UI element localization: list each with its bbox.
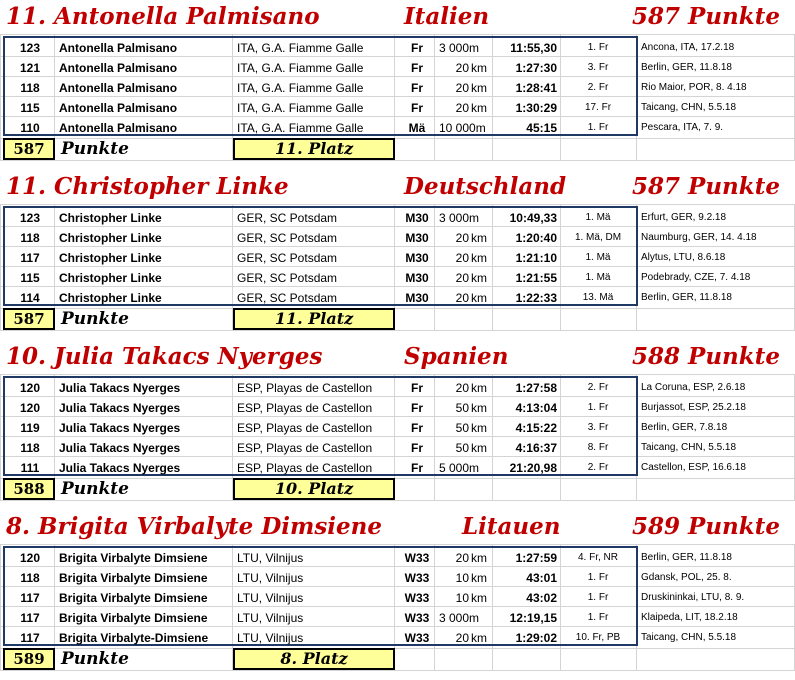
club-cell: GER, SC Potsdam: [237, 211, 338, 225]
gridline: [0, 374, 1, 500]
punkte-label: Punkte: [61, 649, 129, 669]
points-cell: 117: [20, 611, 40, 625]
venue-cell: Burjassot, ESP, 25.2.18: [641, 402, 746, 413]
place-cell: 2. Fr: [587, 382, 609, 393]
results-table: [3, 36, 747, 136]
place-cell: 3. Fr: [587, 62, 609, 73]
venue-cell: Klaipeda, LIT, 18.2.18: [641, 612, 738, 623]
unit-cell: km: [471, 591, 487, 605]
name-cell: Christopher Linke: [59, 271, 162, 285]
points-cell: 120: [19, 381, 41, 395]
points-cell: 115: [20, 101, 40, 115]
place-cell: 2. Fr: [587, 462, 609, 473]
points-cell: 110: [20, 121, 40, 135]
unit-cell: km: [471, 291, 487, 305]
time-cell: 1:30:29: [515, 101, 557, 115]
gridline: [0, 330, 795, 331]
distance-cell: 20: [455, 251, 469, 265]
gridline: [0, 544, 795, 545]
time-cell: 1:22:33: [515, 291, 557, 305]
table-row: [5, 248, 726, 268]
athlete-points: 589 Punkte: [632, 513, 780, 540]
venue-cell: Taicang, CHN, 5.5.18: [641, 442, 737, 453]
table-row: [5, 118, 724, 138]
athlete-country: Spanien: [404, 343, 509, 370]
distance-cell: 3 000m: [439, 611, 480, 625]
category-cell: M30: [405, 231, 429, 245]
unit-cell: km: [471, 421, 487, 435]
total-points-box: 589: [3, 648, 55, 670]
name-cell: Julia Takacs Nyerges: [59, 381, 181, 395]
club-cell: ITA, G.A. Fiamme Galle: [237, 101, 364, 115]
club-cell: GER, SC Potsdam: [237, 271, 338, 285]
athlete-rank-name: 11. Christopher Linke: [6, 173, 289, 200]
club-cell: LTU, Vilnijus: [237, 611, 304, 625]
category-cell: W33: [404, 571, 430, 585]
gridline: [0, 500, 795, 501]
block-header: [0, 170, 795, 204]
points-cell: 123: [19, 211, 41, 225]
place-cell: 1. Fr: [587, 572, 609, 583]
venue-cell: Alytus, LTU, 8.6.18: [641, 252, 726, 263]
venue-cell: Castellon, ESP, 16.6.18: [641, 462, 746, 473]
result-grid: [0, 544, 795, 670]
points-cell: 123: [19, 41, 41, 55]
distance-cell: 50: [455, 421, 469, 435]
gridline: [0, 34, 795, 35]
place-cell: 8. Fr: [587, 442, 609, 453]
unit-cell: km: [471, 231, 487, 245]
distance-cell: 20: [455, 381, 469, 395]
summary-row: [3, 478, 638, 500]
club-cell: LTU, Vilnijus: [237, 571, 304, 585]
place-cell: 1. Fr: [587, 612, 609, 623]
venue-cell: Pescara, ITA, 7. 9.: [641, 122, 724, 133]
table-row: [5, 438, 737, 458]
time-cell: 1:21:55: [515, 271, 557, 285]
table-row: [5, 208, 727, 228]
placement-box: 10. Platz: [233, 478, 395, 500]
club-cell: ITA, G.A. Fiamme Galle: [237, 41, 364, 55]
gridline: [0, 670, 795, 671]
points-cell: 114: [20, 291, 40, 305]
athlete-points: 588 Punkte: [632, 343, 780, 370]
name-cell: Brigita Virbalyte Dimsiene: [59, 551, 208, 565]
block-header: [0, 510, 795, 544]
gridline: [0, 160, 795, 161]
club-cell: ITA, G.A. Fiamme Galle: [237, 121, 364, 135]
venue-cell: Druskininkai, LTU, 8. 9.: [641, 592, 745, 603]
name-cell: Brigita Virbalyte-Dimsiene: [59, 631, 209, 645]
venue-cell: Gdansk, POL, 25. 8.: [641, 572, 732, 583]
distance-cell: 20: [455, 271, 469, 285]
time-cell: 21:20,98: [509, 461, 557, 475]
time-cell: 43:01: [526, 571, 557, 585]
unit-cell: km: [471, 81, 487, 95]
athlete-block-4: [0, 510, 795, 680]
category-cell: M30: [405, 291, 429, 305]
table-row: [5, 608, 738, 628]
place-cell: 17. Fr: [584, 102, 612, 113]
athlete-country: Deutschland: [404, 173, 567, 200]
placement-box: 11. Platz: [233, 138, 395, 160]
points-cell: 120: [19, 551, 41, 565]
venue-cell: Taicang, CHN, 5.5.18: [641, 632, 737, 643]
time-cell: 1:28:41: [515, 81, 557, 95]
points-cell: 115: [20, 271, 40, 285]
table-row: [5, 568, 732, 588]
category-cell: Fr: [411, 81, 423, 95]
name-cell: Brigita Virbalyte Dimsiene: [59, 591, 208, 605]
points-cell: 117: [20, 631, 40, 645]
time-cell: 10:49,33: [509, 211, 557, 225]
unit-cell: km: [471, 381, 487, 395]
unit-cell: km: [471, 271, 487, 285]
venue-cell: Ancona, ITA, 17.2.18: [641, 42, 735, 53]
athlete-points: 587 Punkte: [632, 173, 780, 200]
category-cell: M30: [405, 271, 429, 285]
name-cell: Antonella Palmisano: [59, 81, 178, 95]
punkte-label: Punkte: [61, 309, 129, 329]
name-cell: Christopher Linke: [59, 291, 162, 305]
venue-cell: Berlin, GER, 11.8.18: [641, 62, 732, 73]
block-header: [0, 340, 795, 374]
name-cell: Julia Takacs Nyerges: [59, 441, 181, 455]
club-cell: GER, SC Potsdam: [237, 231, 338, 245]
venue-cell: Taicang, CHN, 5.5.18: [641, 102, 737, 113]
distance-cell: 3 000m: [439, 211, 480, 225]
table-row: [5, 418, 728, 438]
points-cell: 120: [19, 401, 41, 415]
distance-cell: 20: [455, 631, 469, 645]
points-cell: 119: [20, 421, 40, 435]
club-cell: ITA, G.A. Fiamme Galle: [237, 81, 364, 95]
unit-cell: km: [471, 401, 487, 415]
result-grid: [0, 374, 795, 500]
distance-cell: 20: [455, 231, 469, 245]
results-table: [3, 206, 757, 306]
distance-cell: 20: [455, 81, 469, 95]
table-row: [5, 378, 746, 398]
table-row: [5, 458, 746, 478]
place-cell: 1. Fr: [587, 592, 609, 603]
place-cell: 10. Fr, PB: [575, 632, 621, 643]
points-cell: 118: [20, 231, 40, 245]
name-cell: Julia Takacs Nyerges: [59, 421, 181, 435]
table-row: [5, 628, 737, 648]
club-cell: LTU, Vilnijus: [237, 551, 304, 565]
table-row: [5, 58, 732, 78]
club-cell: GER, SC Potsdam: [237, 251, 338, 265]
table-row: [5, 548, 732, 568]
table-row: [5, 38, 735, 58]
category-cell: Fr: [411, 421, 423, 435]
place-cell: 1. Mä: [585, 212, 611, 223]
club-cell: ESP, Playas de Castellon: [237, 421, 373, 435]
name-cell: Brigita Virbalyte Dimsiene: [59, 571, 208, 585]
category-cell: W33: [404, 631, 430, 645]
club-cell: LTU, Vilnijus: [237, 591, 304, 605]
distance-cell: 10: [455, 571, 469, 585]
placement-box: 8. Platz: [233, 648, 395, 670]
name-cell: Antonella Palmisano: [59, 61, 178, 75]
club-cell: ESP, Playas de Castellon: [237, 381, 373, 395]
unit-cell: km: [471, 101, 487, 115]
category-cell: M30: [405, 251, 429, 265]
time-cell: 1:20:40: [515, 231, 557, 245]
venue-cell: Rio Maior, POR, 8. 4.18: [641, 82, 747, 93]
total-points-box: 588: [3, 478, 55, 500]
category-cell: Fr: [411, 441, 423, 455]
table-row: [5, 78, 747, 98]
club-cell: ESP, Playas de Castellon: [237, 461, 373, 475]
summary-row: [3, 308, 638, 330]
category-cell: Fr: [411, 461, 423, 475]
club-cell: LTU, Vilnijus: [237, 631, 304, 645]
gridline: [0, 204, 795, 205]
table-row: [5, 398, 746, 418]
points-cell: 121: [19, 61, 41, 75]
distance-cell: 20: [455, 101, 469, 115]
distance-cell: 20: [455, 291, 469, 305]
points-cell: 111: [20, 461, 40, 475]
block-header: [0, 0, 795, 34]
results-table: [3, 546, 745, 646]
venue-cell: Erfurt, GER, 9.2.18: [641, 212, 727, 223]
results-table: [3, 376, 746, 476]
athlete-country: Italien: [404, 3, 490, 30]
unit-cell: km: [471, 571, 487, 585]
distance-cell: 50: [455, 441, 469, 455]
venue-cell: La Coruna, ESP, 2.6.18: [641, 382, 746, 393]
club-cell: ESP, Playas de Castellon: [237, 441, 373, 455]
venue-cell: Berlin, GER, 7.8.18: [641, 422, 728, 433]
punkte-label: Punkte: [61, 139, 129, 159]
gridline: [0, 544, 1, 670]
category-cell: Fr: [411, 101, 423, 115]
category-cell: Fr: [411, 381, 423, 395]
time-cell: 1:29:02: [515, 631, 557, 645]
place-cell: 1. Fr: [587, 122, 609, 133]
points-cell: 117: [20, 251, 40, 265]
club-cell: GER, SC Potsdam: [237, 291, 338, 305]
table-row: [5, 588, 745, 608]
summary-row: [3, 138, 638, 160]
athlete-block-2: [0, 170, 795, 340]
unit-cell: km: [471, 441, 487, 455]
name-cell: Antonella Palmisano: [59, 121, 178, 135]
unit-cell: km: [471, 631, 487, 645]
place-cell: 1. Fr: [587, 42, 609, 53]
points-cell: 118: [20, 441, 40, 455]
venue-cell: Naumburg, GER, 14. 4.18: [641, 232, 757, 243]
time-cell: 4:13:04: [515, 401, 557, 415]
distance-cell: 10 000m: [439, 121, 486, 135]
place-cell: 1. Fr: [587, 402, 609, 413]
category-cell: Fr: [411, 61, 423, 75]
athlete-rank-name: 8. Brigita Virbalyte Dimsiene: [6, 513, 383, 540]
time-cell: 1:27:58: [515, 381, 557, 395]
athlete-block-3: [0, 340, 795, 510]
athlete-rank-name: 11. Antonella Palmisano: [6, 3, 320, 30]
time-cell: 1:21:10: [515, 251, 557, 265]
distance-cell: 20: [455, 61, 469, 75]
time-cell: 1:27:30: [515, 61, 557, 75]
venue-cell: Berlin, GER, 11.8.18: [641, 552, 732, 563]
unit-cell: km: [471, 251, 487, 265]
venue-cell: Podebrady, CZE, 7. 4.18: [641, 272, 751, 283]
place-cell: 1. Mä: [585, 252, 611, 263]
place-cell: 1. Mä: [585, 272, 611, 283]
name-cell: Julia Takacs Nyerges: [59, 401, 181, 415]
distance-cell: 10: [455, 591, 469, 605]
club-cell: ITA, G.A. Fiamme Galle: [237, 61, 364, 75]
athlete-block-1: [0, 0, 795, 170]
club-cell: ESP, Playas de Castellon: [237, 401, 373, 415]
venue-cell: Berlin, GER, 11.8.18: [641, 292, 732, 303]
total-points-box: 587: [3, 138, 55, 160]
name-cell: Julia Takacs Nyerges: [59, 461, 181, 475]
name-cell: Christopher Linke: [59, 251, 162, 265]
punkte-label: Punkte: [61, 479, 129, 499]
name-cell: Antonella Palmisano: [59, 41, 178, 55]
distance-cell: 50: [455, 401, 469, 415]
category-cell: W33: [404, 611, 430, 625]
time-cell: 43:02: [526, 591, 557, 605]
points-cell: 118: [20, 81, 40, 95]
unit-cell: km: [471, 551, 487, 565]
time-cell: 1:27:59: [515, 551, 557, 565]
summary-row: [3, 648, 638, 670]
distance-cell: 3 000m: [439, 41, 480, 55]
name-cell: Brigita Virbalyte Dimsiene: [59, 611, 208, 625]
place-cell: 3. Fr: [587, 422, 609, 433]
distance-cell: 20: [455, 551, 469, 565]
time-cell: 4:15:22: [515, 421, 557, 435]
category-cell: W33: [404, 551, 430, 565]
points-cell: 117: [20, 591, 40, 605]
placement-box: 11. Platz: [233, 308, 395, 330]
unit-cell: km: [471, 61, 487, 75]
time-cell: 12:19,15: [509, 611, 557, 625]
category-cell: Fr: [411, 41, 423, 55]
gridline: [0, 204, 1, 330]
place-cell: 1. Mä, DM: [574, 232, 622, 243]
category-cell: M30: [405, 211, 429, 225]
place-cell: 13. Mä: [582, 292, 614, 303]
time-cell: 45:15: [526, 121, 557, 135]
gridline: [0, 374, 795, 375]
athlete-points: 587 Punkte: [632, 3, 780, 30]
distance-cell: 5 000m: [439, 461, 480, 475]
result-grid: [0, 204, 795, 330]
time-cell: 4:16:37: [515, 441, 557, 455]
result-grid: [0, 34, 795, 160]
name-cell: Antonella Palmisano: [59, 101, 178, 115]
place-cell: 2. Fr: [587, 82, 609, 93]
points-cell: 118: [20, 571, 40, 585]
time-cell: 11:55,30: [510, 41, 557, 55]
category-cell: Mä: [408, 121, 426, 135]
total-points-box: 587: [3, 308, 55, 330]
table-row: [5, 288, 732, 308]
name-cell: Christopher Linke: [59, 231, 162, 245]
place-cell: 4. Fr, NR: [577, 552, 618, 563]
athlete-country: Litauen: [462, 513, 561, 540]
table-row: [5, 228, 757, 248]
category-cell: W33: [404, 591, 430, 605]
table-row: [5, 98, 737, 118]
athlete-rank-name: 10. Julia Takacs Nyerges: [6, 343, 323, 370]
category-cell: Fr: [411, 401, 423, 415]
gridline: [0, 34, 1, 160]
table-row: [5, 268, 751, 288]
name-cell: Christopher Linke: [59, 211, 162, 225]
